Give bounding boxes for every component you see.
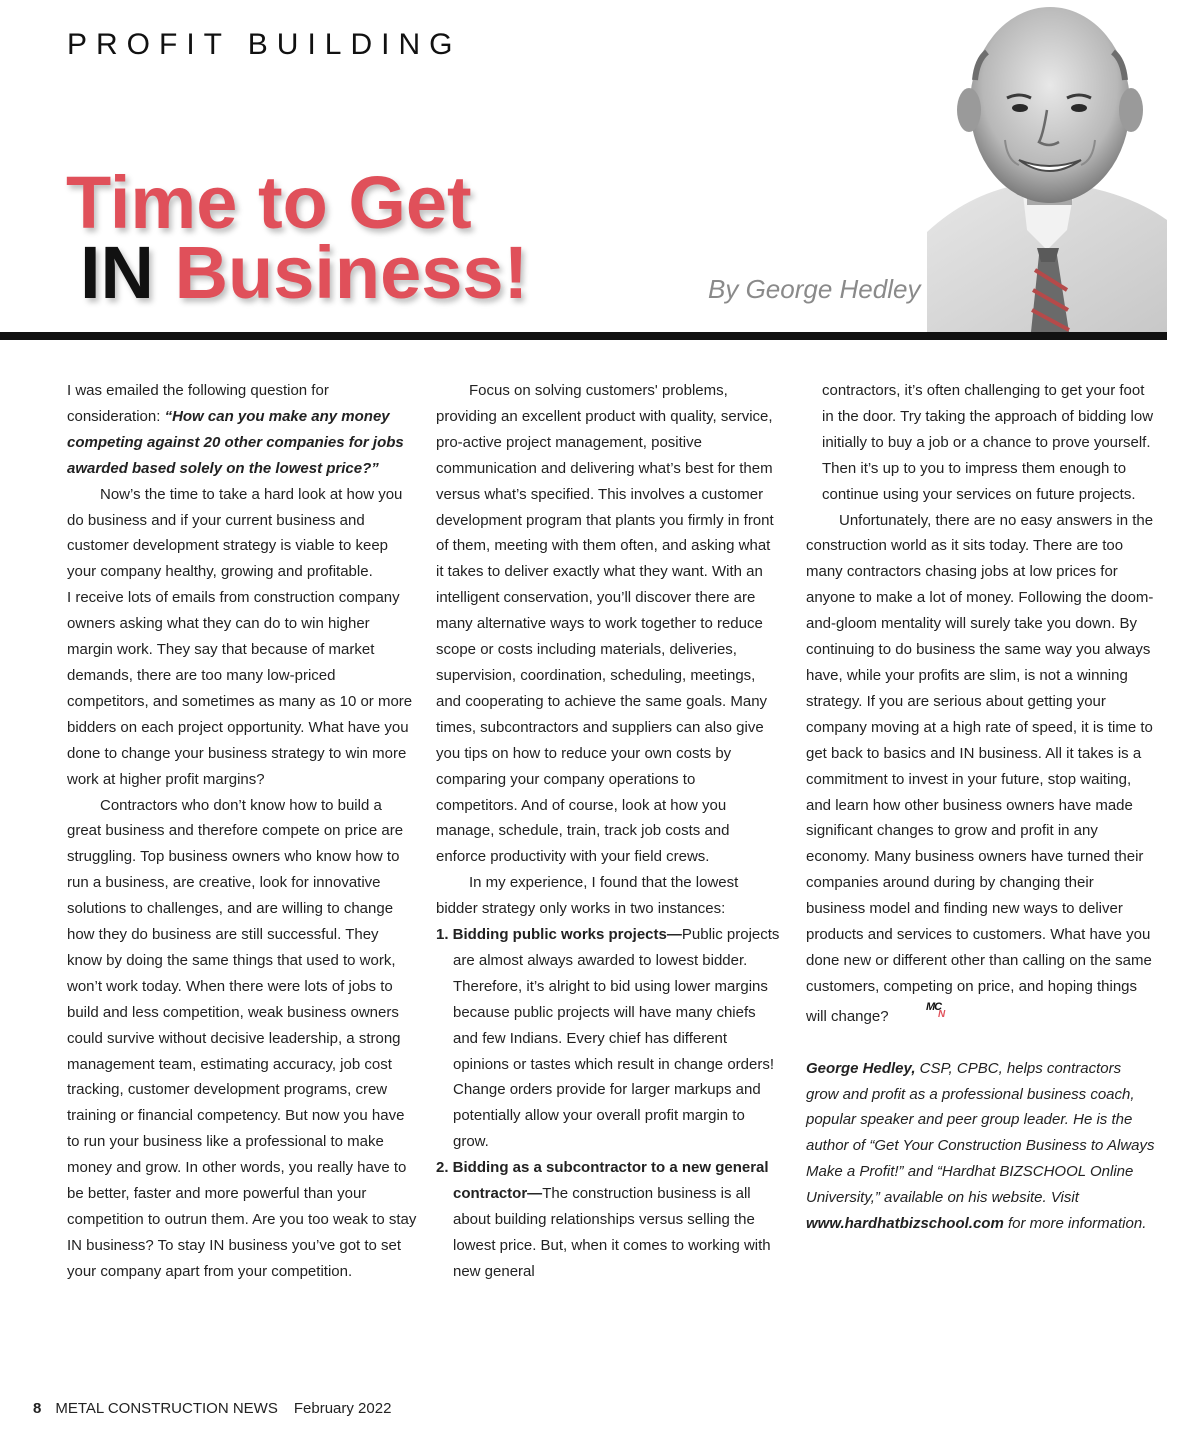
- headline-in: IN: [80, 231, 154, 314]
- headline-line-1: Time to Get: [66, 161, 472, 244]
- article-column-3: [806, 378, 1156, 1237]
- paragraph: [806, 508, 1156, 1030]
- list-item-continuation: contractors, it’s often challenging to get your foot in the door. Try taking the approach of bidding low initially to buy a job or a chance to prove yourself. Then it’s up to you to impress them enough to continue using your services on future projects.: [822, 382, 1154, 503]
- svg-text:MC: MC: [925, 1000, 941, 1013]
- paragraph: Now’s the time to take a hard look at how you do business and if your current business and customer development strategy is viable to keep your company healthy, growing and profitable.: [67, 485, 403, 581]
- bio-end: for more information.: [1003, 1215, 1147, 1233]
- paragraph-text: I was emailed the following question for consideration:: [67, 382, 329, 425]
- headline-line-2: [66, 231, 529, 314]
- paragraph: [67, 378, 417, 482]
- section-label: PROFIT BUILDING: [67, 28, 462, 61]
- author-bio: [806, 1056, 1156, 1237]
- paragraph: Focus on solving customers' problems, providing an excellent product with quality, service, pro-active project management, positive communication and delivering what’s best for them versus what’s specified. This involves a customer development program that plants you firmly in front of them, meeting with them often, and asking what it takes to deliver exactly what they want. With an intelligent conservation, you’ll discover there are many alternative ways to work together to reduce scope or costs including materials, deliveries, supervision, coordination, scheduling, meetings, and cooperating to achieve the same goals. Many times, subcontractors and suppliers can also give you tips on how to reduce your own costs by comparing your company operations to competitors. And of course, look at how you manage, schedule, train, track job costs and enforce productivity with your field crews.: [436, 382, 774, 866]
- page-number: 8: [33, 1400, 42, 1417]
- paragraph: I receive lots of emails from construction company owners asking what they can do to win higher margin work. They say that because of market demands, there are too many low-priced competitors, and sometimes as many as 10 or more bidders on each project opportunity. What have you done to change your business strategy to win more work at higher profit margins?: [67, 589, 413, 788]
- svg-text:N: N: [937, 1008, 944, 1018]
- bio-text: CSP, CPBC, helps contractors grow and profit as a professional business coach, popular speaker and peer group leader. He is the author of “Get Your Construction Business to Always Make a Profit!” and “Hardhat BIZSCHOOL Online University,” available on his website. Visit: [806, 1059, 1155, 1207]
- page-footer: [33, 1400, 391, 1417]
- mcn-logo-mark: [893, 1000, 952, 1029]
- byline: By George Hedley: [708, 274, 921, 304]
- paragraph: Contractors who don’t know how to build a great business and therefore compete on price are struggling. Top business owners who know how to run a business, are creative, look for innovative solutions to challenges, and are willing to change how they do business are still successful. They know by doing the same things that used to work, won’t work today. When there were lots of jobs to build and less competition, weak business owners could survive without decisive leadership, a strong management team, estimating accuracy, job cost tracking, customer development programs, crew training or financial competency. But now you have to run your business like a professional to make money and grow. In other words, you really have to be better, faster and more powerful than your competition to outrun them. Are you too weak to stay IN business? To stay IN business you’ve got to set your company apart from your competition.: [67, 796, 417, 1280]
- list-item-heading: 2. Bidding as a subcontractor to a new general contractor—: [436, 1159, 769, 1203]
- header-rule: [0, 332, 1167, 340]
- reader-question: “How can you make any money competing against 20 other companies for jobs awarded based solely on the lowest price?”: [67, 407, 404, 477]
- list-item: [436, 922, 781, 1155]
- list-item-text: Public projects are almost always awarded to lowest bidder. Therefore, it’s alright to bid using lower margins because public projects will have many chiefs and few Indians. Every chief has different opinions or tastes which result in change orders! Change orders provide for larger markups and potentially allow your overall profit margin to grow.: [453, 926, 780, 1151]
- author-portrait: [927, 0, 1167, 332]
- paragraph-text: Unfortunately, there are no easy answers in the construction world as it sits today. There are too many contractors chasing jobs at low prices for anyone to make a lot of money. Following the doom-and-gloom mentality will surely take you down. By continuing to do business the same way you always have, while your profits are slim, is not a winning strategy. If you are serious about getting your company moving at a high rate of speed, it is time to get back to basics and IN business. All it takes is a commitment to invest in your future, stop waiting, and learn how other business owners have made significant changes to grow and profit in any economy. Many business owners have turned their companies around during by changing their business model and finding new ways to deliver products and services to customers. What have you done new or different other than calling on the same customers, competing on price, and hoping things will change?: [806, 511, 1154, 1025]
- website-link[interactable]: www.hardhatbizschool.com: [806, 1215, 1004, 1233]
- paragraph: In my experience, I found that the lowest bidder strategy only works in two instances:: [436, 874, 739, 918]
- list-item: [436, 1155, 781, 1285]
- magazine-name: METAL CONSTRUCTION NEWS: [55, 1400, 278, 1417]
- list-item-text: The construction business is all about building relationships versus selling the lowest price. But, when it comes to working with new general: [453, 1185, 771, 1280]
- headline-business: Business!: [174, 231, 529, 314]
- article-column-2: [436, 378, 781, 1285]
- issue-date: February 2022: [293, 1400, 392, 1417]
- author-name: George Hedley,: [806, 1059, 916, 1077]
- headline: [66, 161, 529, 314]
- list-item-heading: 1. Bidding public works projects—: [436, 926, 682, 944]
- article-column-1: [67, 378, 417, 1285]
